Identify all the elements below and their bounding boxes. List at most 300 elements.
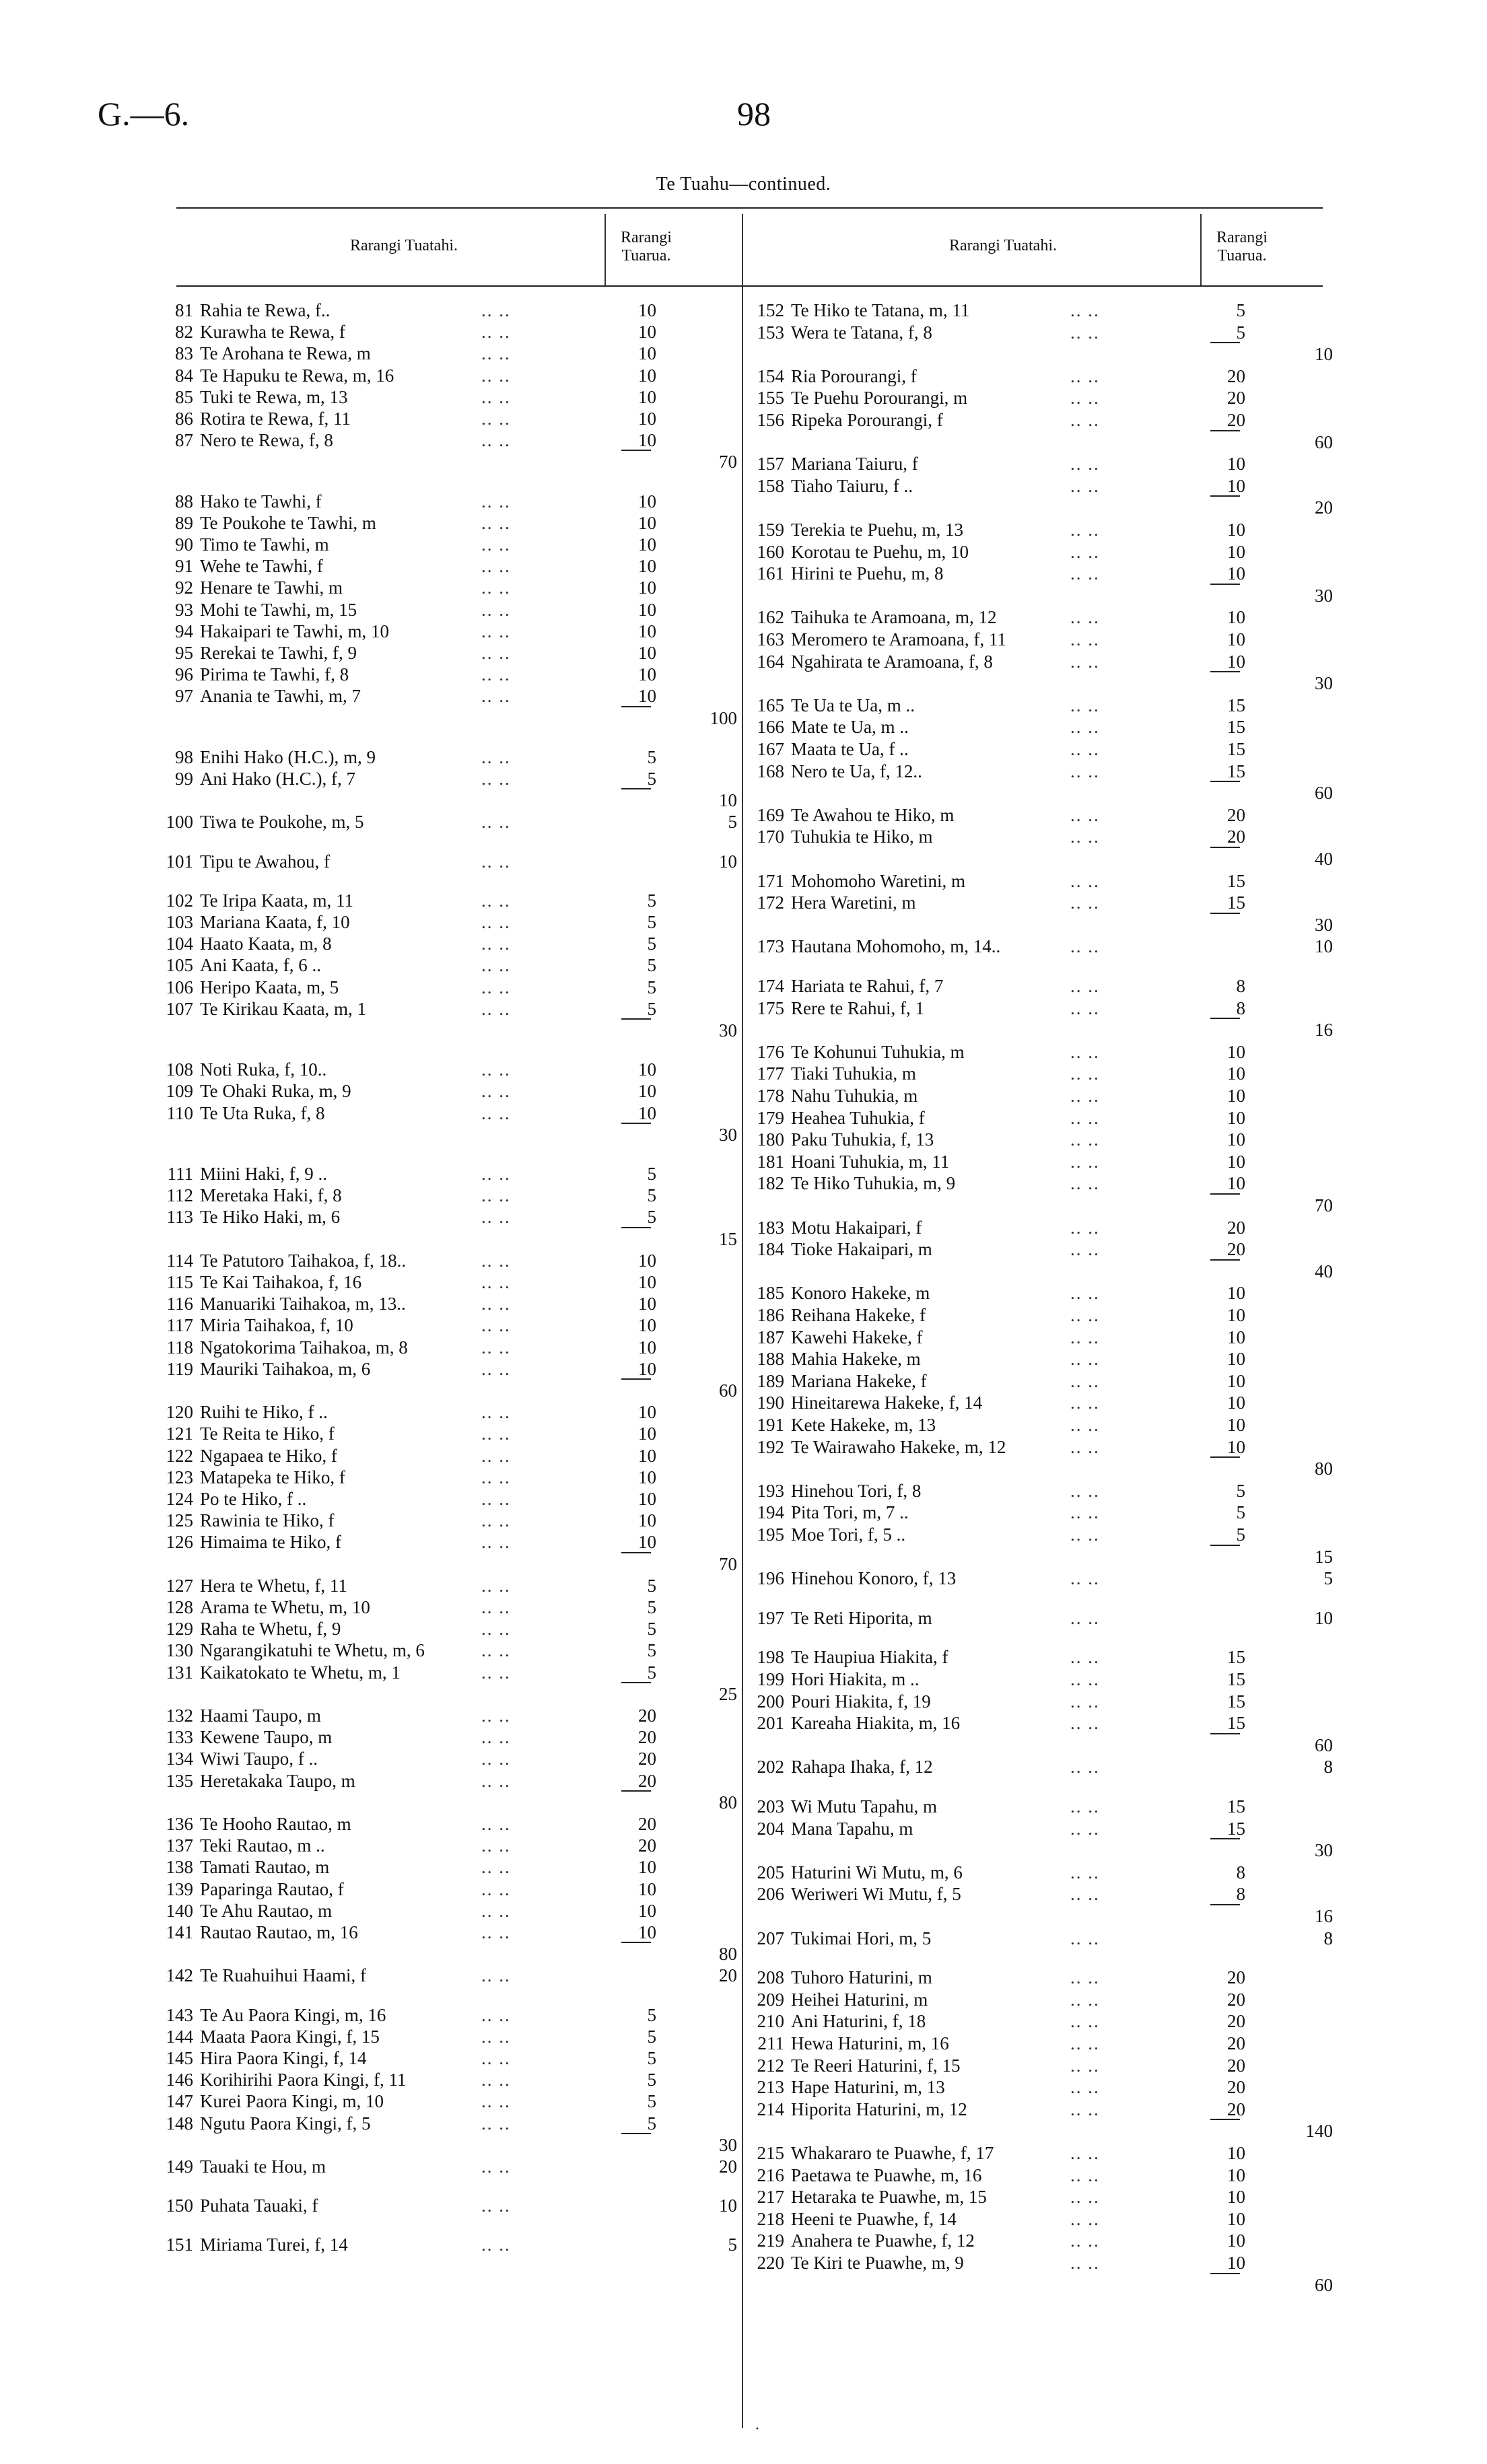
entry-number: 90: [175, 534, 193, 555]
subtotal-rule: [1210, 1018, 1240, 1019]
leader-dots: .. ..: [1070, 607, 1100, 628]
leader-dots: .. ..: [481, 1662, 511, 1683]
leader-dots: .. ..: [1070, 1713, 1100, 1734]
list-item: [747, 2252, 1319, 2274]
entry-name: Reihana Hakeke, f: [791, 1305, 926, 1325]
list-item: [747, 1712, 1319, 1734]
share-value: 5: [647, 955, 656, 976]
entry-name: Te Hiko Tuhukia, m, 9: [791, 1173, 956, 1194]
leader-dots: .. ..: [1070, 629, 1100, 649]
entry-number: 139: [166, 1878, 193, 1899]
share-value: 10: [1227, 651, 1245, 672]
share-value: 15: [1227, 761, 1245, 781]
subtotal-rule: [1210, 1733, 1240, 1734]
leader-dots: .. ..: [1070, 520, 1100, 540]
leader-dots: .. ..: [481, 430, 511, 451]
list-item: [151, 1380, 744, 1402]
list-item: [747, 2120, 1333, 2142]
entry-name: Moe Tori, f, 5 ..: [791, 1524, 906, 1545]
list-item: [151, 1467, 744, 1489]
leader-dots: .. ..: [1070, 1151, 1100, 1172]
entry-number: 126: [166, 1532, 193, 1553]
leader-dots: .. ..: [1070, 1928, 1100, 1948]
leader-dots: .. ..: [481, 998, 511, 1019]
share-value: 5: [647, 1619, 656, 1640]
entry-number: 185: [757, 1283, 784, 1304]
list-item: [747, 1989, 1319, 2011]
list-item: [747, 804, 1319, 826]
entry-name: Hako te Tawhi, f: [200, 491, 322, 512]
entry-name: Korihirihi Paora Kingi, f, 11: [200, 2070, 407, 2090]
entry-number: 176: [757, 1041, 784, 1062]
entry-number: 130: [166, 1640, 193, 1661]
subtotal-rule: [621, 1018, 651, 1020]
leader-dots: .. ..: [481, 2070, 511, 2090]
entry-number: 134: [166, 1749, 193, 1769]
list-item: [747, 651, 1319, 673]
list-item: [151, 2234, 744, 2256]
entry-number: 172: [757, 892, 784, 913]
list-item: [151, 1020, 744, 1042]
share-value: 10: [638, 1445, 656, 1466]
subtotal-rule: [1210, 584, 1240, 585]
share-value: 10: [638, 599, 656, 620]
leader-dots: .. ..: [1070, 1305, 1100, 1325]
list-item: [747, 322, 1319, 344]
leader-dots: .. ..: [481, 2026, 511, 2047]
leader-dots: .. ..: [1070, 1796, 1100, 1817]
family-total: 30: [719, 1124, 737, 1145]
entry-name: Tiaki Tuhukia, m: [791, 1063, 916, 1084]
share-value: 10: [638, 512, 656, 533]
entry-number: 110: [166, 1102, 193, 1123]
list-item: [151, 1662, 744, 1684]
share-value: 10: [638, 1510, 656, 1531]
entry-name: Mate te Ua, m ..: [791, 717, 909, 738]
list-item: [747, 2055, 1319, 2077]
list-item: [151, 491, 744, 513]
entry-number: 175: [757, 997, 784, 1018]
share-value: 15: [1227, 717, 1245, 738]
list-item: [747, 936, 1333, 958]
entry-number: 155: [757, 388, 784, 409]
leader-dots: .. ..: [1070, 870, 1100, 891]
leader-dots: .. ..: [1070, 1393, 1100, 1413]
entry-name: Te Kai Taihakoa, f, 16: [200, 1272, 362, 1292]
share-value: 20: [1227, 1217, 1245, 1238]
entry-name: Ngatokorima Taihakoa, m, 8: [200, 1337, 408, 1358]
leader-dots: .. ..: [481, 1770, 511, 1791]
leader-dots: .. ..: [481, 2004, 511, 2025]
entry-name: Tuki te Rewa, m, 13: [200, 386, 348, 407]
left-header-divider: [604, 214, 606, 285]
share-value: 10: [1227, 629, 1245, 649]
family-total: 40: [1315, 1261, 1333, 1281]
entry-number: 86: [175, 409, 193, 429]
entry-name: Kawehi Hakeke, f: [791, 1327, 923, 1347]
leader-dots: .. ..: [481, 577, 511, 598]
list-item: [151, 2090, 744, 2113]
entry-name: Rerekai te Tawhi, f, 9: [200, 643, 357, 663]
leader-dots: .. ..: [481, 1423, 511, 1444]
family-total: 30: [1315, 673, 1333, 694]
family-total: 8: [1323, 1757, 1333, 1777]
entry-name: Arama te Whetu, m, 10: [200, 1597, 370, 1617]
list-item: [151, 1640, 744, 1662]
leader-dots: .. ..: [481, 1272, 511, 1292]
entry-name: Timo te Tawhi, m: [200, 534, 329, 555]
share-value: 10: [1227, 1107, 1245, 1128]
family-total: 60: [1315, 431, 1333, 452]
family-total: 25: [719, 1683, 737, 1704]
entry-number: 136: [166, 1814, 193, 1834]
share-value: 10: [1227, 2230, 1245, 2251]
leader-dots: .. ..: [1070, 1989, 1100, 2010]
leader-dots: .. ..: [481, 1164, 511, 1184]
leader-dots: .. ..: [1070, 804, 1100, 825]
entry-number: 208: [757, 1967, 784, 1988]
leader-dots: .. ..: [481, 1337, 511, 1358]
share-value: 20: [1227, 1989, 1245, 2010]
share-value: 10: [1227, 2143, 1245, 2163]
left-name-column-header: Rarangi Tuatahi.: [350, 237, 458, 254]
leader-dots: .. ..: [481, 851, 511, 872]
share-value: 10: [638, 1337, 656, 1358]
subtotal-rule: [621, 1552, 651, 1553]
entry-number: 218: [757, 2208, 784, 2229]
entry-name: Ngutu Paora Kingi, f, 5: [200, 2113, 371, 2134]
entry-name: Hewa Haturini, m, 16: [791, 2033, 949, 2053]
family-total: 60: [1315, 1734, 1333, 1755]
entry-number: 220: [757, 2253, 784, 2273]
leader-dots: .. ..: [1070, 1107, 1100, 1128]
entry-number: 203: [757, 1796, 784, 1817]
share-value: 20: [1227, 2033, 1245, 2053]
family-total: 80: [719, 1944, 737, 1965]
leader-dots: .. ..: [1070, 892, 1100, 913]
entry-number: 187: [757, 1327, 784, 1347]
family-total: 10: [719, 2195, 737, 2216]
leader-dots: .. ..: [481, 1402, 511, 1423]
share-value: 10: [1227, 1151, 1245, 1172]
share-value: 15: [1227, 1796, 1245, 1817]
leader-dots: .. ..: [481, 2234, 511, 2255]
subtotal-rule: [621, 1227, 651, 1228]
family-total: 16: [1315, 1906, 1333, 1926]
leader-dots: .. ..: [481, 1640, 511, 1661]
leader-dots: .. ..: [1070, 2099, 1100, 2119]
entry-name: Noti Ruka, f, 10..: [200, 1059, 327, 1080]
share-value: 10: [638, 1900, 656, 1921]
share-value: 5: [647, 746, 656, 767]
leader-dots: .. ..: [481, 2091, 511, 2112]
entry-number: 156: [757, 410, 784, 430]
entry-number: 191: [757, 1415, 784, 1435]
share-value: 15: [1227, 1669, 1245, 1689]
subtotal-rule: [621, 1123, 651, 1124]
entry-name: Hori Hiakita, m ..: [791, 1669, 920, 1689]
leader-dots: .. ..: [481, 955, 511, 976]
share-value: 10: [638, 1315, 656, 1336]
share-value: 20: [1227, 2077, 1245, 2098]
leader-dots: .. ..: [481, 1185, 511, 1206]
leader-dots: .. ..: [481, 1749, 511, 1769]
share-value: 10: [1227, 607, 1245, 628]
share-value: 15: [1227, 1713, 1245, 1734]
leader-dots: .. ..: [481, 1878, 511, 1899]
family-total: 80: [719, 1792, 737, 1812]
list-item: [151, 1102, 744, 1125]
list-item: [747, 761, 1319, 783]
share-value: 15: [1227, 1647, 1245, 1668]
entry-number: 217: [757, 2187, 784, 2208]
entry-number: 194: [757, 1502, 784, 1523]
entry-number: 124: [166, 1489, 193, 1509]
leader-dots: .. ..: [1070, 2077, 1100, 2098]
family-total: 16: [1315, 1020, 1333, 1041]
leader-dots: .. ..: [481, 365, 511, 386]
family-total: 10: [719, 790, 737, 811]
list-item: [747, 387, 1319, 409]
entry-number: 183: [757, 1217, 784, 1238]
share-value: 20: [638, 1814, 656, 1834]
family-total: 10: [1315, 1607, 1333, 1628]
entry-name: Taihuka te Aramoana, m, 12: [791, 607, 997, 628]
list-item: [747, 475, 1319, 497]
list-item: [151, 343, 744, 365]
list-item: [747, 1172, 1319, 1195]
entry-name: Rahapa Ihaka, f, 12: [791, 1757, 933, 1777]
entry-name: Pita Tori, m, 7 ..: [791, 1502, 909, 1523]
list-item: [747, 695, 1319, 717]
list-item: [151, 1748, 744, 1770]
entry-name: Nahu Tuhukia, m: [791, 1086, 918, 1106]
list-item: [151, 1163, 744, 1185]
list-item: [747, 1151, 1319, 1173]
list-item: [747, 497, 1333, 519]
list-item: [747, 1734, 1333, 1757]
list-item: [151, 642, 744, 664]
document-code: G.—6.: [98, 95, 190, 133]
leader-dots: .. ..: [481, 534, 511, 555]
subtotal-rule: [1210, 2119, 1240, 2120]
leader-dots: .. ..: [481, 343, 511, 364]
leader-dots: .. ..: [1070, 365, 1100, 386]
entry-number: 205: [757, 1862, 784, 1882]
entry-name: Te Haupiua Hiakita, f: [791, 1647, 948, 1668]
entry-name: Rawinia te Hiko, f: [200, 1510, 335, 1531]
leader-dots: .. ..: [1070, 826, 1100, 847]
share-value: 10: [638, 1102, 656, 1123]
list-item: [747, 1392, 1319, 1414]
leader-dots: .. ..: [1070, 761, 1100, 781]
leader-dots: .. ..: [1070, 717, 1100, 738]
share-value: 10: [638, 322, 656, 343]
entry-number: 111: [167, 1164, 193, 1184]
leader-dots: .. ..: [1070, 1884, 1100, 1905]
family-total: 70: [719, 1553, 737, 1574]
list-item: [151, 707, 744, 730]
share-value: 10: [1227, 1063, 1245, 1084]
list-item: [151, 1553, 744, 1576]
list-item: [151, 451, 744, 473]
list-item: [151, 977, 744, 999]
leader-dots: .. ..: [481, 1315, 511, 1336]
entry-number: 113: [166, 1207, 193, 1228]
subtotal-rule: [621, 788, 651, 789]
entry-name: Terekia te Puehu, m, 13: [791, 520, 964, 540]
entry-number: 143: [166, 2004, 193, 2025]
entry-number: 83: [175, 343, 193, 364]
list-item: [747, 2208, 1319, 2230]
entry-number: 91: [175, 556, 193, 577]
entry-number: 133: [166, 1727, 193, 1748]
entry-name: Maata te Ua, f ..: [791, 739, 909, 759]
share-value: 5: [647, 977, 656, 997]
list-item: [151, 1293, 744, 1315]
entry-name: Mauriki Taihakoa, m, 6: [200, 1358, 371, 1379]
share-value: 15: [1227, 892, 1245, 913]
leader-dots: .. ..: [481, 2195, 511, 2216]
share-value: 5: [647, 1207, 656, 1228]
share-value: 10: [638, 686, 656, 707]
entry-name: Mana Tapahu, m: [791, 1818, 913, 1839]
subtotal-rule: [621, 706, 651, 707]
list-item: [747, 870, 1319, 892]
subtotal-rule: [621, 1942, 651, 1943]
leader-dots: .. ..: [481, 1510, 511, 1531]
list-item: [747, 541, 1319, 563]
entry-name: Heretakaka Taupo, m: [200, 1770, 355, 1791]
entry-name: Pirima te Tawhi, f, 8: [200, 664, 349, 685]
leader-dots: .. ..: [481, 300, 511, 320]
list-item: [151, 1943, 744, 1965]
list-item: [747, 2164, 1319, 2187]
entry-name: Ngapaea te Hiko, f: [200, 1445, 337, 1466]
leader-dots: .. ..: [1070, 2253, 1100, 2273]
family-total: 30: [719, 1020, 737, 1041]
leader-dots: .. ..: [481, 1597, 511, 1617]
share-value: 5: [647, 1597, 656, 1617]
entry-name: Tiaho Taiuru, f ..: [791, 475, 913, 496]
leader-dots: .. ..: [1070, 2033, 1100, 2053]
subtotal-rule: [621, 450, 651, 451]
entry-name: Himaima te Hiko, f: [200, 1532, 341, 1553]
share-value: 10: [638, 386, 656, 407]
entry-number: 160: [757, 541, 784, 562]
entry-number: 152: [757, 300, 784, 320]
entry-name: Ruihi te Hiko, f ..: [200, 1402, 328, 1423]
list-item: [747, 1546, 1333, 1568]
entry-number: 182: [757, 1173, 784, 1194]
leader-dots: .. ..: [481, 2156, 511, 2177]
entry-number: 97: [175, 686, 193, 707]
share-value: 20: [638, 1835, 656, 1856]
list-item: [151, 933, 744, 955]
list-item: [747, 1480, 1319, 1502]
entry-name: Haami Taupo, m: [200, 1705, 321, 1726]
list-item: [151, 2004, 744, 2027]
list-item: [151, 954, 744, 977]
list-item: [151, 2026, 744, 2048]
entry-name: Heripo Kaata, m, 5: [200, 977, 339, 997]
share-value: 10: [638, 577, 656, 598]
entry-name: Hape Haturini, m, 13: [791, 2077, 945, 2098]
leader-dots: .. ..: [1070, 1173, 1100, 1194]
share-value: 10: [1227, 1415, 1245, 1435]
leader-dots: .. ..: [1070, 410, 1100, 430]
entry-name: Pouri Hiakita, f, 19: [791, 1691, 931, 1712]
share-value: 5: [647, 890, 656, 911]
list-item: [151, 2134, 744, 2156]
list-item: [747, 2010, 1319, 2033]
list-item: [747, 975, 1319, 997]
entry-name: Ani Haturini, f, 18: [791, 2011, 926, 2032]
entry-number: 184: [757, 1239, 784, 1260]
entry-name: Hera Waretini, m: [791, 892, 916, 913]
leader-dots: .. ..: [1070, 1524, 1100, 1545]
entry-name: Te Reti Hiporita, m: [791, 1607, 932, 1628]
entry-name: Wehe te Tawhi, f: [200, 556, 323, 577]
entry-number: 202: [757, 1757, 784, 1777]
list-item: [747, 1928, 1333, 1950]
list-item: [747, 2230, 1319, 2252]
entry-number: 84: [175, 365, 193, 386]
page-number: 98: [737, 95, 771, 133]
entry-number: 195: [757, 1524, 784, 1545]
list-item: [151, 1618, 744, 1640]
leader-dots: .. ..: [1070, 739, 1100, 759]
entry-name: Anahera te Puawhe, f, 12: [791, 2230, 975, 2251]
list-item: [747, 1414, 1319, 1436]
entry-name: Rahia te Rewa, f..: [200, 300, 331, 320]
entry-number: 146: [166, 2070, 193, 2090]
entry-number: 147: [166, 2091, 193, 2112]
entry-name: Tuhoro Haturini, m: [791, 1967, 932, 1988]
leader-dots: .. ..: [481, 769, 511, 789]
entry-number: 132: [166, 1705, 193, 1726]
share-value: 5: [647, 1575, 656, 1596]
entry-name: Te Reeri Haturini, f, 15: [791, 2055, 961, 2076]
entry-number: 103: [166, 912, 193, 932]
list-item: [747, 848, 1333, 870]
list-item: [151, 577, 744, 599]
entry-name: Te Puehu Porourangi, m: [791, 388, 968, 409]
subtotal-rule: [1210, 1545, 1240, 1546]
family-total: 30: [719, 2134, 737, 2155]
family-total: 5: [1323, 1568, 1333, 1589]
entry-number: 168: [757, 761, 784, 781]
leader-dots: .. ..: [1070, 1239, 1100, 1260]
leader-dots: .. ..: [1070, 695, 1100, 715]
entry-name: Miini Haki, f, 9 ..: [200, 1164, 327, 1184]
entry-number: 204: [757, 1818, 784, 1839]
list-item: [151, 2047, 744, 2070]
share-value: 15: [1227, 695, 1245, 715]
list-item: [747, 585, 1333, 607]
share-value: 10: [638, 1532, 656, 1553]
entry-number: 164: [757, 651, 784, 672]
family-total: 100: [710, 707, 737, 728]
leader-dots: .. ..: [481, 643, 511, 663]
entry-number: 154: [757, 365, 784, 386]
share-value: 10: [638, 1489, 656, 1509]
list-item: [151, 1813, 744, 1835]
leader-dots: .. ..: [1070, 1436, 1100, 1457]
entry-number: 121: [166, 1423, 193, 1444]
leader-dots: .. ..: [481, 491, 511, 512]
share-value: 15: [1227, 1818, 1245, 1839]
